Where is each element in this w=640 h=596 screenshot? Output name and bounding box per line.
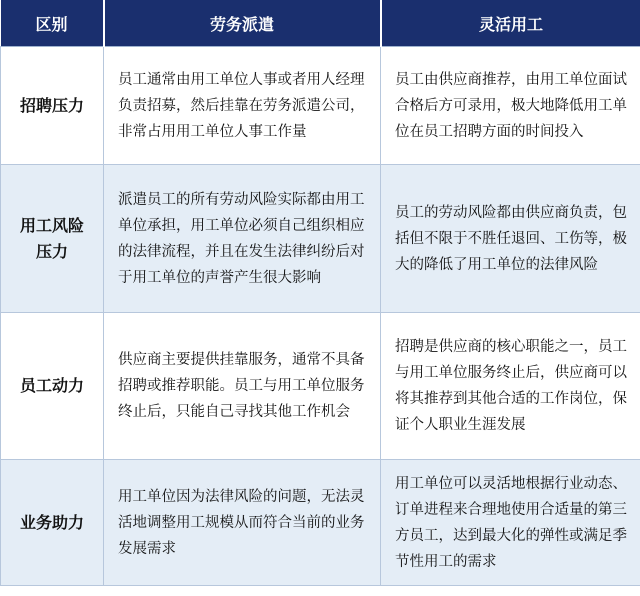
cell-text: 员工由供应商推荐，由用工单位面试合格后方可录用，极大地降低用工单位在员工招聘方面的时间投入 [395,71,627,140]
cell-flexible [381,47,640,165]
row-label-employment-risk [1,165,104,313]
cell-text: 派遣员工的所有劳动风险实际都由用工单位承担，用工单位必须自己组织相应的法律流程，并且在发生法律纠纷后对于用工单位的声誉产生很大影响 [118,191,365,286]
cell-text: 招聘是供应商的核心职能之一，员工与用工单位服务终止后，供应商可以将其推荐到其他合适的工作岗位，保证个人职业生涯发展 [395,339,627,433]
row-label-employee-motivation: 员工动力 [1,313,104,460]
label-text: 用工风险压力 [19,215,84,261]
header-labor-dispatch: 劳务派遣 [104,0,381,47]
cell-text: 用工单位因为法律风险的问题，无法灵活地调整用工规模从而符合当前的业务发展需求 [118,488,365,557]
table-row [1,313,640,460]
cell-dispatch [104,47,381,165]
table-row [1,47,640,165]
row-label-recruitment-pressure: 招聘压力 [1,47,104,165]
cell-dispatch [104,165,381,313]
cell-text: 用工单位可以灵活地根据行业动态、订单进程来合理地使用合适量的第三方员工，达到最大化的弹性或满足季节性用工的需求 [395,475,627,570]
cell-text: 员工通常由用工单位人事或者用人经理负责招募，然后挂靠在劳务派遣公司，非常占用用工单位人事工作量 [118,71,365,140]
cell-dispatch [104,460,381,586]
table-row [1,165,640,313]
cell-flexible [381,165,640,313]
cell-flexible [381,460,640,586]
row-label-business-support: 业务助力 [1,460,104,586]
table-row [1,460,640,586]
header-flexible-employment: 灵活用工 [381,0,640,47]
cell-dispatch [104,313,381,460]
cell-flexible [381,313,640,460]
cell-text: 供应商主要提供挂靠服务，通常不具备招聘或推荐职能。员工与用工单位服务终止后，只能自己寻找其他工作机会 [118,352,365,420]
cell-text: 员工的劳动风险都由供应商负责，包括但不限于不胜任退回、工伤等，极大的降低了用工单位的法律风险 [395,204,627,273]
header-row [1,0,640,47]
header-difference: 区别 [1,0,104,47]
